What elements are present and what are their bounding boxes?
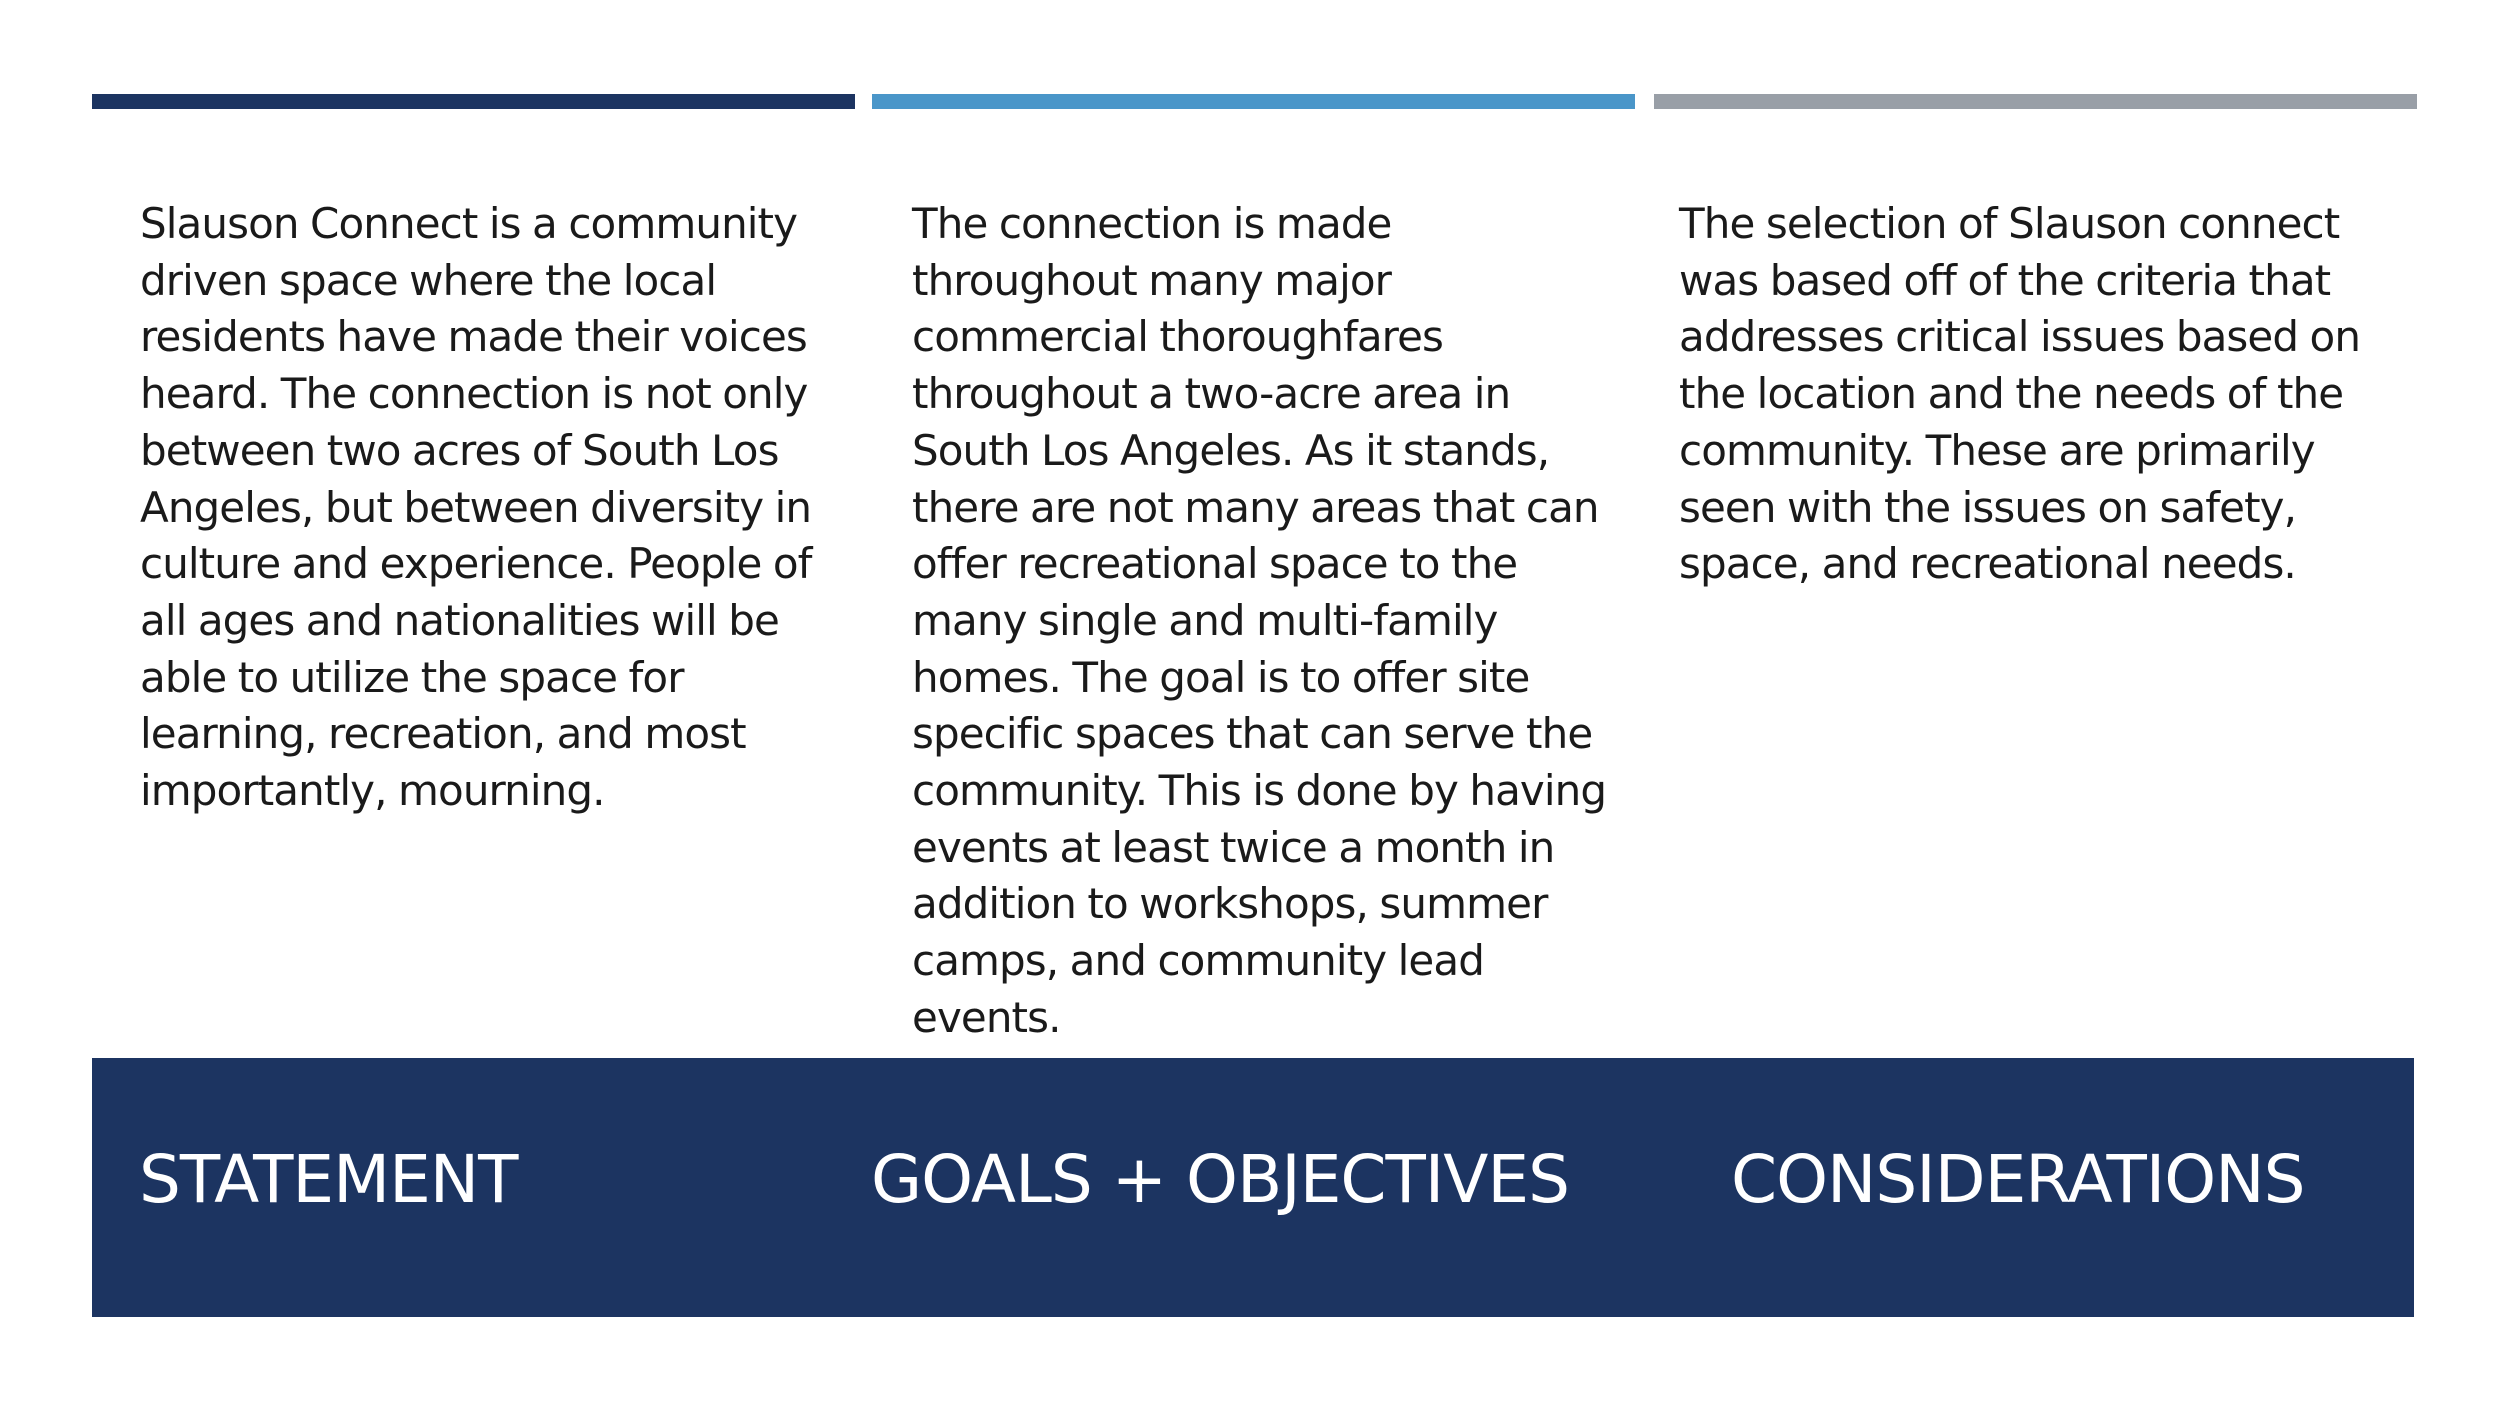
accent-bar-considerations: [1654, 94, 2417, 109]
accent-bar-statement: [92, 94, 855, 109]
considerations-heading: CONSIDERATIONS: [1731, 1141, 2305, 1218]
accent-bar-goals: [872, 94, 1635, 109]
statement-text: Slauson Connect is a community driven space where the local residents have made their voices heard. The connection is not only between two acres of South Los Angeles, but between diversity in culture and experience. People of all ages and nationalities will be able to utilize the space for learning, recreation, and most importantly, mourning.: [140, 199, 812, 816]
considerations-text: The selection of Slauson connect was based off of the criteria that addresses critical issues based on the location and the needs of the community. These are primarily seen with the issues on safety, space, and recreational needs.: [1679, 199, 2361, 589]
goals-objectives-heading: GOALS + OBJECTIVES: [871, 1141, 1570, 1218]
statement-heading: STATEMENT: [139, 1141, 518, 1218]
goals-objectives-text: The connection is made throughout many major commercial thoroughfares throughout a two-acre area in South Los Angeles. As it stands, there are not many areas that can offer recreational space to the many single and multi-family homes. The goal is to offer site specific spaces that can serve the community. This is done by having events at least twice a month in addition to workshops, summer camps, and community lead events.: [912, 199, 1607, 1042]
